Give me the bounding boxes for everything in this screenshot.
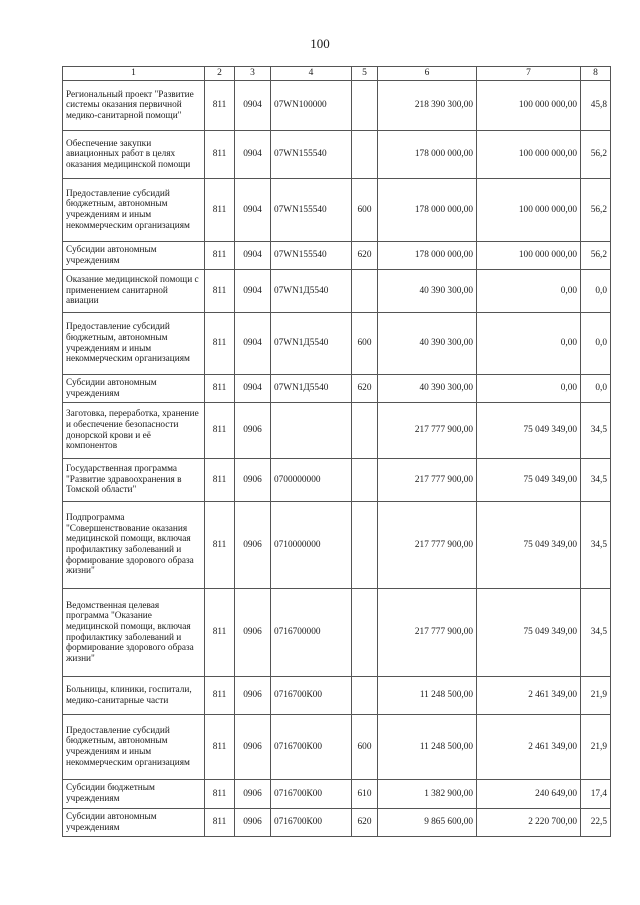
table-row — [63, 403, 611, 459]
cell-col3: 0906 — [235, 459, 271, 502]
table-row — [63, 313, 611, 375]
cell-col8: 21,9 — [581, 715, 611, 780]
cell-col3: 0904 — [235, 81, 271, 131]
cell-col3: 0904 — [235, 375, 271, 403]
table-row — [63, 459, 611, 502]
table-row — [63, 131, 611, 179]
cell-col3: 0906 — [235, 589, 271, 677]
cell-col2: 811 — [205, 179, 235, 242]
cell-col4: 0716700К00 — [271, 715, 352, 780]
cell-col5 — [352, 270, 378, 313]
table-row — [63, 677, 611, 715]
cell-col6: 40 390 300,00 — [378, 270, 477, 313]
cell-col8: 21,9 — [581, 677, 611, 715]
cell-col4: 07WN1Д5540 — [271, 270, 352, 313]
cell-col3: 0906 — [235, 715, 271, 780]
cell-col2: 811 — [205, 270, 235, 313]
cell-col8: 22,5 — [581, 809, 611, 837]
cell-col7: 75 049 349,00 — [477, 589, 581, 677]
cell-col8: 34,5 — [581, 502, 611, 589]
cell-col6: 178 000 000,00 — [378, 242, 477, 270]
cell-col2: 811 — [205, 313, 235, 375]
column-header: 3 — [235, 67, 271, 81]
row-name: Предоставление субсидий бюджетным, автономным учреждениям и иным некоммерческим организациям — [63, 179, 205, 242]
row-name: Государственная программа "Развитие здравоохранения в Томской области" — [63, 459, 205, 502]
cell-col7: 2 461 349,00 — [477, 715, 581, 780]
cell-col7: 100 000 000,00 — [477, 81, 581, 131]
cell-col4: 0700000000 — [271, 459, 352, 502]
cell-col5 — [352, 459, 378, 502]
cell-col5 — [352, 131, 378, 179]
cell-col6: 218 390 300,00 — [378, 81, 477, 131]
table-row — [63, 270, 611, 313]
row-name: Региональный проект "Развитие системы оказания первичной медико-санитарной помощи" — [63, 81, 205, 131]
row-name: Субсидии автономным учреждениям — [63, 242, 205, 270]
row-name: Подпрограмма "Совершенствование оказания медицинской помощи, включая профилактику заболеваний и формирование здорового образа жизни" — [63, 502, 205, 589]
cell-col5 — [352, 677, 378, 715]
cell-col8: 45,8 — [581, 81, 611, 131]
cell-col7: 2 220 700,00 — [477, 809, 581, 837]
row-name: Субсидии автономным учреждениям — [63, 809, 205, 837]
cell-col2: 811 — [205, 81, 235, 131]
cell-col4: 07WN155540 — [271, 242, 352, 270]
cell-col5: 620 — [352, 809, 378, 837]
cell-col6: 40 390 300,00 — [378, 313, 477, 375]
cell-col5: 620 — [352, 242, 378, 270]
header-row — [63, 67, 611, 81]
cell-col7: 100 000 000,00 — [477, 242, 581, 270]
cell-col4: 07WN1Д5540 — [271, 313, 352, 375]
cell-col2: 811 — [205, 780, 235, 809]
table-row — [63, 502, 611, 589]
column-header: 8 — [581, 67, 611, 81]
cell-col4: 0716700000 — [271, 589, 352, 677]
column-header: 7 — [477, 67, 581, 81]
cell-col3: 0906 — [235, 809, 271, 837]
cell-col6: 11 248 500,00 — [378, 677, 477, 715]
column-header: 2 — [205, 67, 235, 81]
cell-col3: 0906 — [235, 502, 271, 589]
cell-col6: 178 000 000,00 — [378, 179, 477, 242]
cell-col3: 0906 — [235, 403, 271, 459]
cell-col2: 811 — [205, 242, 235, 270]
cell-col2: 811 — [205, 809, 235, 837]
cell-col7: 0,00 — [477, 270, 581, 313]
row-name: Предоставление субсидий бюджетным, автономным учреждениям и иным некоммерческим организациям — [63, 313, 205, 375]
table-row — [63, 179, 611, 242]
cell-col8: 56,2 — [581, 242, 611, 270]
cell-col4: 0716700К00 — [271, 809, 352, 837]
cell-col3: 0904 — [235, 131, 271, 179]
cell-col3: 0906 — [235, 780, 271, 809]
row-name: Субсидии бюджетным учреждениям — [63, 780, 205, 809]
cell-col3: 0906 — [235, 677, 271, 715]
row-name: Заготовка, переработка, хранение и обеспечение безопасности донорской крови и её компонентов — [63, 403, 205, 459]
cell-col8: 34,5 — [581, 403, 611, 459]
cell-col7: 100 000 000,00 — [477, 131, 581, 179]
cell-col5 — [352, 81, 378, 131]
cell-col8: 0,0 — [581, 270, 611, 313]
column-header: 1 — [63, 67, 205, 81]
cell-col2: 811 — [205, 459, 235, 502]
table-row — [63, 809, 611, 837]
column-header: 5 — [352, 67, 378, 81]
cell-col7: 75 049 349,00 — [477, 403, 581, 459]
cell-col5 — [352, 502, 378, 589]
cell-col2: 811 — [205, 715, 235, 780]
cell-col4: 0716700К00 — [271, 677, 352, 715]
row-name: Оказание медицинской помощи с применением санитарной авиации — [63, 270, 205, 313]
row-name: Больницы, клиники, госпитали, медико-санитарные части — [63, 677, 205, 715]
cell-col4: 0716700К00 — [271, 780, 352, 809]
column-header: 6 — [378, 67, 477, 81]
cell-col4: 07WN100000 — [271, 81, 352, 131]
cell-col2: 811 — [205, 589, 235, 677]
cell-col8: 0,0 — [581, 313, 611, 375]
cell-col6: 1 382 900,00 — [378, 780, 477, 809]
row-name: Субсидии автономным учреждениям — [63, 375, 205, 403]
cell-col6: 217 777 900,00 — [378, 459, 477, 502]
cell-col6: 217 777 900,00 — [378, 403, 477, 459]
cell-col8: 0,0 — [581, 375, 611, 403]
cell-col7: 75 049 349,00 — [477, 502, 581, 589]
cell-col5 — [352, 403, 378, 459]
page-number: 100 — [310, 36, 330, 51]
cell-col4: 07WN155540 — [271, 179, 352, 242]
row-name: Предоставление субсидий бюджетным, автономным учреждениям и иным некоммерческим организациям — [63, 715, 205, 780]
cell-col6: 11 248 500,00 — [378, 715, 477, 780]
table-row — [63, 242, 611, 270]
cell-col3: 0904 — [235, 313, 271, 375]
cell-col6: 178 000 000,00 — [378, 131, 477, 179]
cell-col7: 100 000 000,00 — [477, 179, 581, 242]
cell-col5: 600 — [352, 715, 378, 780]
budget-table — [62, 66, 611, 837]
cell-col5: 600 — [352, 313, 378, 375]
cell-col2: 811 — [205, 403, 235, 459]
cell-col7: 0,00 — [477, 313, 581, 375]
table-row — [63, 81, 611, 131]
cell-col8: 34,5 — [581, 459, 611, 502]
cell-col2: 811 — [205, 375, 235, 403]
cell-col8: 56,2 — [581, 131, 611, 179]
cell-col6: 217 777 900,00 — [378, 502, 477, 589]
cell-col6: 40 390 300,00 — [378, 375, 477, 403]
cell-col5: 620 — [352, 375, 378, 403]
cell-col2: 811 — [205, 677, 235, 715]
table-row — [63, 780, 611, 809]
cell-col2: 811 — [205, 502, 235, 589]
cell-col8: 34,5 — [581, 589, 611, 677]
cell-col4 — [271, 403, 352, 459]
cell-col3: 0904 — [235, 242, 271, 270]
cell-col5: 600 — [352, 179, 378, 242]
row-name: Ведомственная целевая программа "Оказание медицинской помощи, включая профилактику заболеваний и формирование здорового образа жизни" — [63, 589, 205, 677]
cell-col4: 0710000000 — [271, 502, 352, 589]
cell-col2: 811 — [205, 131, 235, 179]
cell-col7: 240 649,00 — [477, 780, 581, 809]
table-row — [63, 715, 611, 780]
table-row — [63, 589, 611, 677]
cell-col4: 07WN1Д5540 — [271, 375, 352, 403]
cell-col3: 0904 — [235, 179, 271, 242]
cell-col4: 07WN155540 — [271, 131, 352, 179]
cell-col5: 610 — [352, 780, 378, 809]
cell-col6: 217 777 900,00 — [378, 589, 477, 677]
cell-col7: 75 049 349,00 — [477, 459, 581, 502]
cell-col5 — [352, 589, 378, 677]
column-header: 4 — [271, 67, 352, 81]
cell-col6: 9 865 600,00 — [378, 809, 477, 837]
row-name: Обеспечение закупки авиационных работ в целях оказания медицинской помощи — [63, 131, 205, 179]
cell-col8: 17,4 — [581, 780, 611, 809]
cell-col3: 0904 — [235, 270, 271, 313]
cell-col7: 0,00 — [477, 375, 581, 403]
table-row — [63, 375, 611, 403]
cell-col8: 56,2 — [581, 179, 611, 242]
cell-col7: 2 461 349,00 — [477, 677, 581, 715]
